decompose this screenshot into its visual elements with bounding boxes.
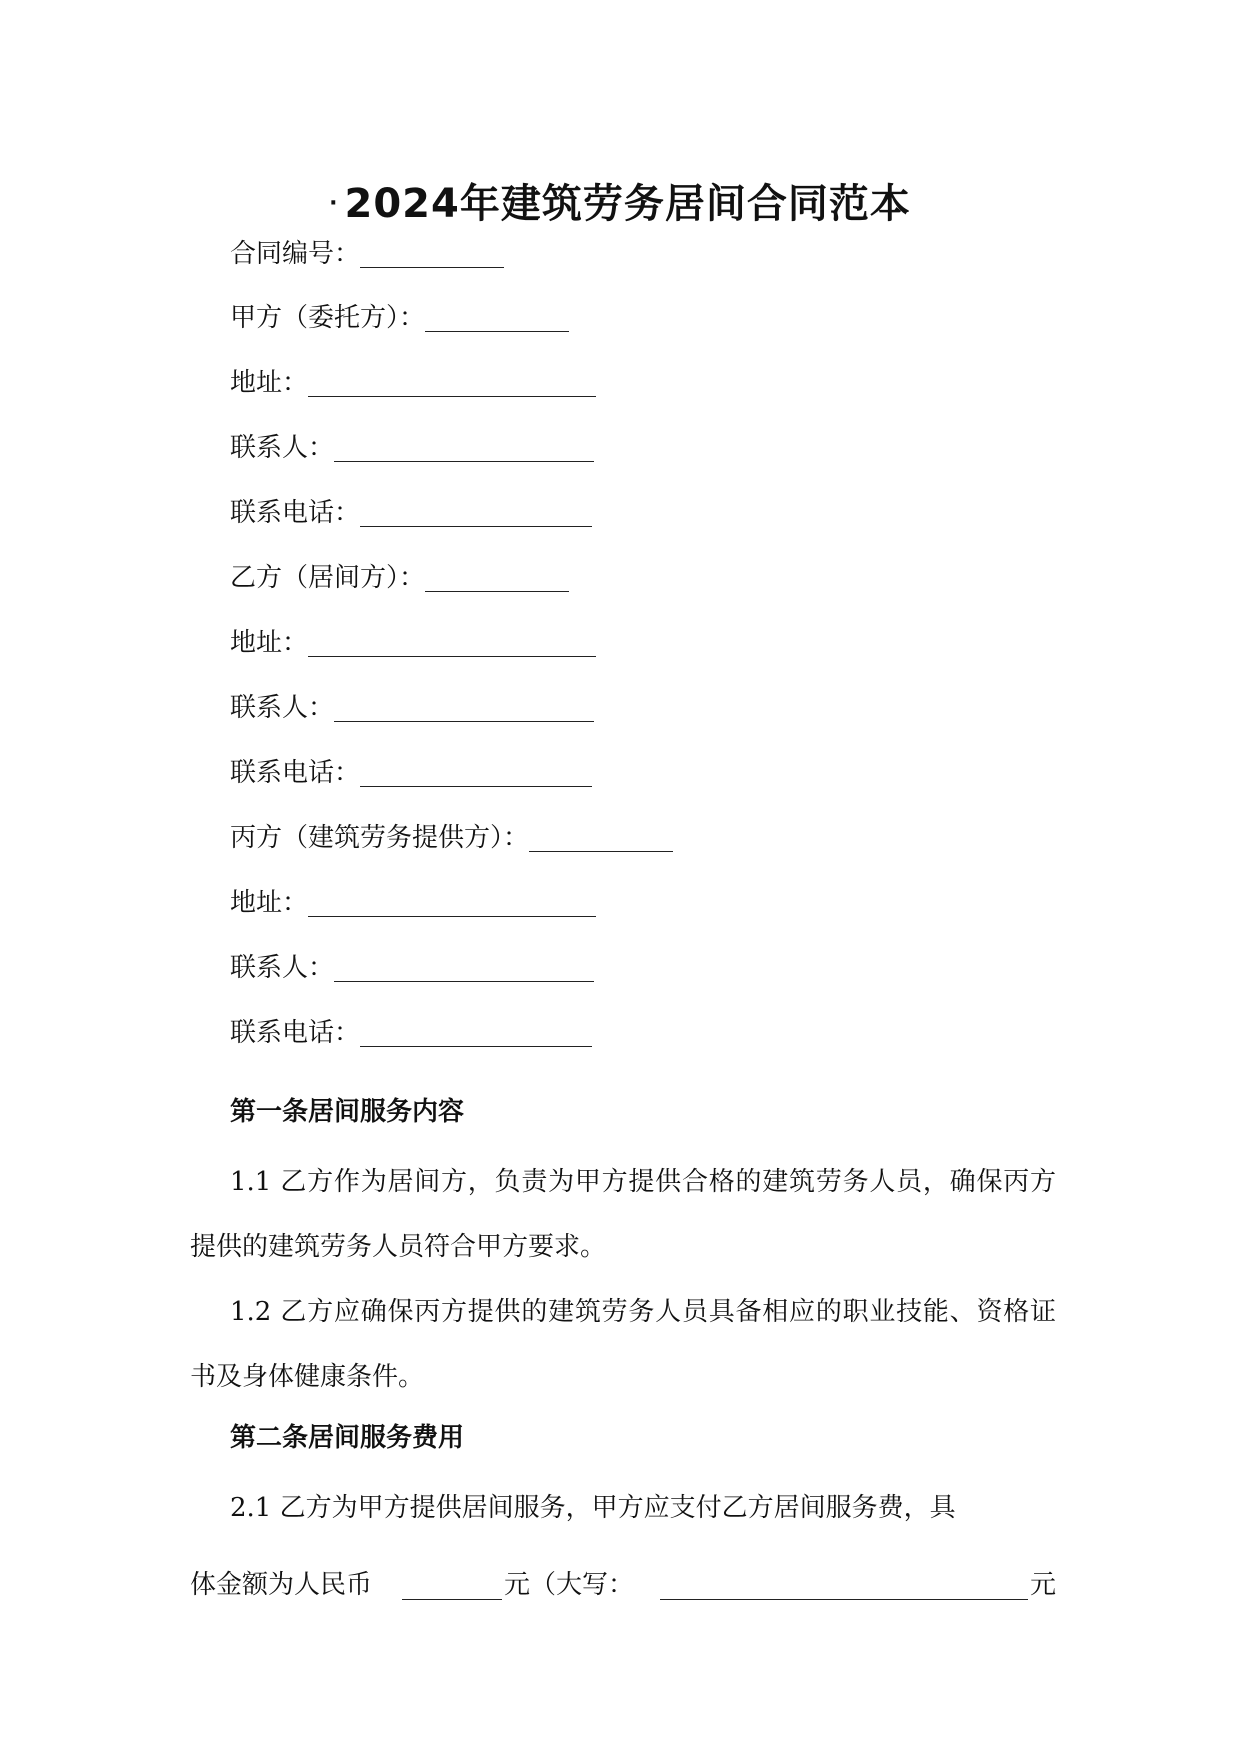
article-2-heading: 第二条居间服务费用 — [230, 1423, 465, 1453]
party-c-contact-field[interactable] — [230, 946, 594, 986]
clause-1-1: 1.1 乙方作为居间方，负责为甲方提供合格的建筑劳务人员，确保丙方提供的建筑劳务人员符合甲方要求。 — [190, 1167, 1056, 1262]
amount-prefix: 体金额为人民币 — [190, 1570, 373, 1600]
party-b-phone-blank[interactable] — [360, 756, 592, 787]
document-title — [0, 176, 1240, 232]
contract-number-label: 合同编号： — [230, 239, 361, 269]
contract-number-field[interactable] — [230, 232, 504, 272]
party-b-label: 乙方（居间方）： — [230, 563, 426, 593]
party-c-label: 丙方（建筑劳务提供方）： — [230, 823, 530, 853]
party-a-phone-field[interactable] — [230, 491, 592, 531]
party-a-address-label: 地址： — [230, 368, 309, 398]
contract-number-blank[interactable] — [360, 237, 504, 268]
party-b-address-field[interactable] — [230, 621, 596, 661]
amount-capital-blank[interactable] — [660, 1565, 1028, 1600]
amount-unit-daxie: 元（大写： — [504, 1570, 635, 1600]
party-a-contact-label: 联系人： — [230, 433, 335, 463]
party-c-phone-blank[interactable] — [360, 1016, 592, 1047]
party-b-address-label: 地址： — [230, 628, 309, 658]
party-a-phone-blank[interactable] — [360, 496, 592, 527]
party-a-phone-label: 联系电话： — [230, 498, 361, 528]
party-c-phone-field[interactable] — [230, 1011, 592, 1051]
party-a-blank[interactable] — [425, 301, 569, 332]
party-b-address-blank[interactable] — [308, 626, 596, 657]
party-a-label: 甲方（委托方）： — [230, 303, 426, 333]
clause-2-1: 2.1 乙方为甲方提供居间服务，甲方应支付乙方居间服务费，具 — [230, 1493, 956, 1523]
party-c-contact-blank[interactable] — [334, 951, 594, 982]
amount-rmb-blank[interactable] — [402, 1565, 502, 1600]
title-mark: · — [329, 191, 339, 216]
party-c-address-field[interactable] — [230, 881, 596, 921]
party-b-field[interactable] — [230, 556, 569, 596]
party-c-field[interactable] — [230, 816, 673, 856]
party-b-contact-field[interactable] — [230, 686, 594, 726]
clause-1-2: 1.2 乙方应确保丙方提供的建筑劳务人员具备相应的职业技能、资格证书及身体健康条件。 — [190, 1297, 1056, 1392]
title-text: 2024年建筑劳务居间合同范本 — [344, 181, 911, 227]
party-a-address-blank[interactable] — [308, 366, 596, 397]
clause-2-1-amount-line — [190, 1565, 1056, 1605]
party-c-address-blank[interactable] — [308, 886, 596, 917]
party-a-field[interactable] — [230, 296, 569, 336]
party-b-phone-label: 联系电话： — [230, 758, 361, 788]
party-b-contact-blank[interactable] — [334, 691, 594, 722]
party-a-contact-blank[interactable] — [334, 431, 594, 462]
amount-suffix: 元 — [1030, 1570, 1057, 1600]
party-c-address-label: 地址： — [230, 888, 309, 918]
party-c-phone-label: 联系电话： — [230, 1018, 361, 1048]
party-b-contact-label: 联系人： — [230, 693, 335, 723]
party-c-blank[interactable] — [529, 821, 673, 852]
party-b-blank[interactable] — [425, 561, 569, 592]
party-b-phone-field[interactable] — [230, 751, 592, 791]
article-1-heading: 第一条居间服务内容 — [230, 1097, 465, 1127]
party-c-contact-label: 联系人： — [230, 953, 335, 983]
party-a-address-field[interactable] — [230, 361, 596, 401]
party-a-contact-field[interactable] — [230, 426, 594, 466]
